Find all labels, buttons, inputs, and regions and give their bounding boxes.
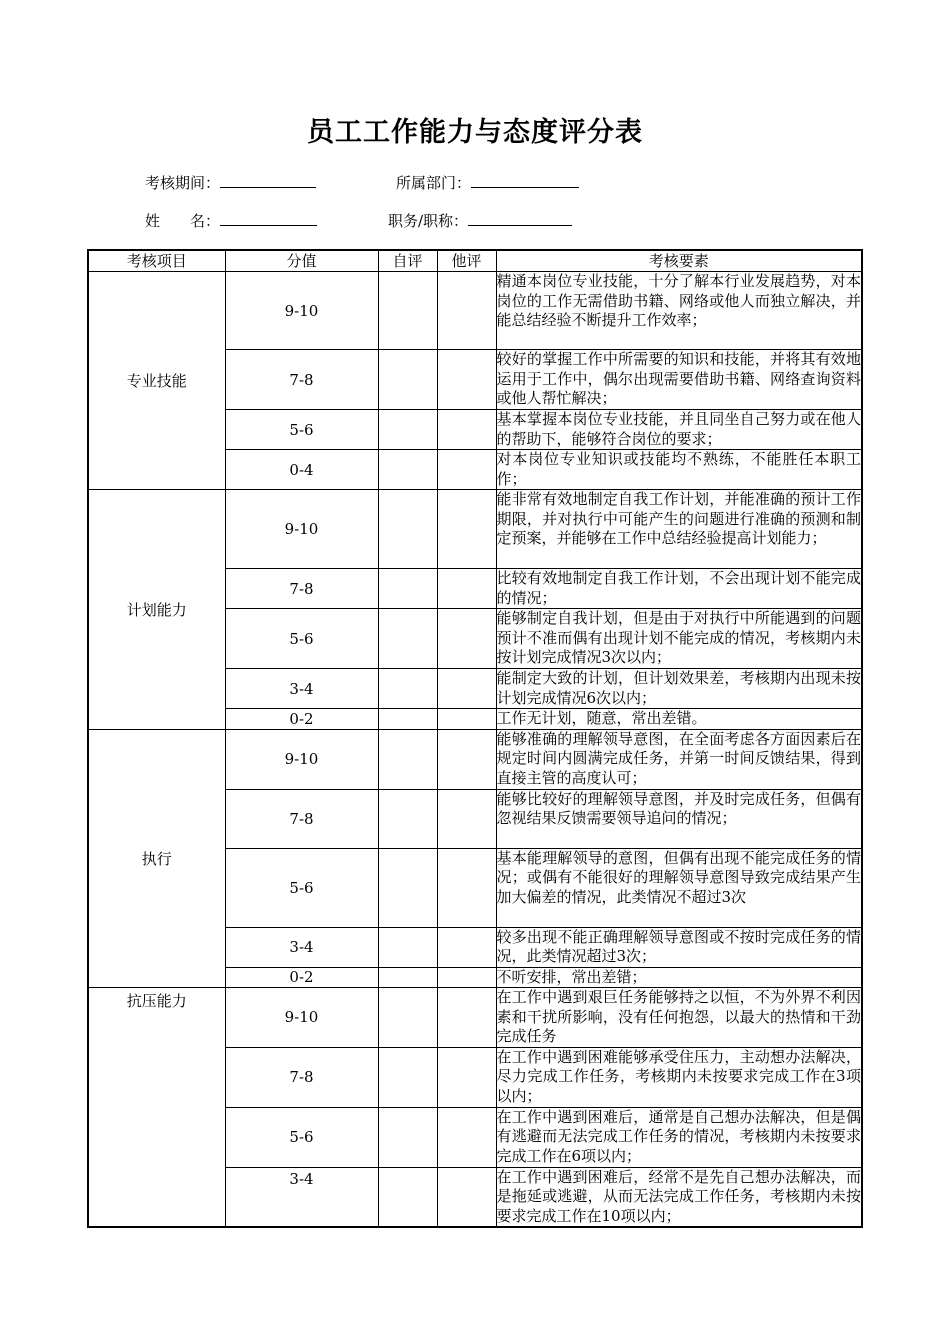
peer-eval-cell[interactable] [437, 1047, 496, 1107]
self-eval-cell[interactable] [378, 988, 437, 1048]
desc-cell: 在工作中遇到艰巨任务能够持之以恒，不为外界不利因素和干扰所影响，没有任何抱怨，以最大的热情和干劲完成任务 [496, 988, 861, 1045]
category-cell: 抗压能力 [88, 988, 225, 1228]
peer-eval-cell[interactable] [437, 848, 496, 927]
peer-eval-cell[interactable] [437, 729, 496, 789]
header-row [88, 250, 862, 272]
header-peer-eval: 他评 [437, 250, 496, 272]
self-eval-cell[interactable] [378, 669, 437, 709]
position-label: 职务/职称： [388, 212, 469, 230]
page-title: 员工工作能力与态度评分表 [307, 117, 643, 148]
department-blank[interactable] [471, 172, 579, 188]
self-eval-cell[interactable] [378, 490, 437, 569]
category-cell: 执行 [88, 729, 225, 988]
self-eval-cell[interactable] [378, 709, 437, 730]
desc-cell: 能够准确的理解领导意图，在全面考虑各方面因素后在规定时间内圆满完成任务，并第一时间反馈结果，得到直接主管的高度认可； [496, 729, 862, 789]
self-eval-cell[interactable] [378, 1107, 437, 1167]
desc-cell: 精通本岗位专业技能，十分了解本行业发展趋势，对本岗位的工作无需借助书籍、网络或他人而独立解决，并能总结经验不断提升工作效率； [496, 272, 862, 350]
name-label: 姓 名： [145, 212, 221, 230]
desc-cell: 能非常有效地制定自我工作计划，并能准确的预计工作期限，并对执行中可能产生的问题进行准确的预测和制定预案，并能够在工作中总结经验提高计划能力； [496, 490, 862, 569]
header-score: 分值 [225, 250, 378, 272]
self-eval-cell[interactable] [378, 789, 437, 848]
desc-cell: 不听安排，常出差错； [496, 967, 862, 988]
name-blank[interactable] [220, 210, 317, 226]
peer-eval-cell[interactable] [437, 1107, 496, 1167]
peer-eval-cell[interactable] [437, 1167, 496, 1227]
score-cell: 9-10 [225, 988, 378, 1048]
score-cell: 0-4 [225, 450, 378, 490]
self-eval-cell[interactable] [378, 1047, 437, 1107]
peer-eval-cell[interactable] [437, 350, 496, 410]
department-label: 所属部门： [396, 174, 472, 192]
score-cell: 5-6 [225, 609, 378, 669]
desc-cell: 能制定大致的计划，但计划效果差，考核期内出现未按计划完成情况6次以内； [496, 669, 861, 707]
self-eval-cell[interactable] [378, 272, 437, 350]
score-cell: 7-8 [225, 569, 378, 609]
self-eval-cell[interactable] [378, 450, 437, 490]
desc-cell: 工作无计划，随意，常出差错。 [496, 709, 862, 730]
score-cell: 7-8 [225, 350, 378, 410]
self-eval-cell[interactable] [378, 927, 437, 967]
score-cell: 3-4 [225, 927, 378, 967]
desc-cell: 在工作中遇到困难能够承受住压力，主动想办法解决，尽力完成工作任务，考核期内未按要求完成工作在3项以内； [496, 1047, 862, 1107]
table-row [88, 729, 862, 789]
period-blank[interactable] [220, 172, 316, 188]
self-eval-cell[interactable] [378, 609, 437, 669]
self-eval-cell[interactable] [378, 350, 437, 410]
peer-eval-cell[interactable] [437, 450, 496, 490]
desc-cell: 能够制定自我计划，但是由于对执行中所能遇到的问题预计不准而偶有出现计划不能完成的情况，考核期内未按计划完成情况3次以内； [496, 609, 862, 669]
score-cell: 3-4 [225, 1167, 378, 1227]
peer-eval-cell[interactable] [437, 569, 496, 609]
score-cell: 7-8 [225, 1047, 378, 1107]
header-item: 考核项目 [88, 250, 225, 272]
score-cell: 0-2 [225, 967, 378, 988]
category-cell: 计划能力 [88, 490, 225, 730]
self-eval-cell[interactable] [378, 410, 437, 450]
header-self-eval: 自评 [378, 250, 437, 272]
self-eval-cell[interactable] [378, 967, 437, 988]
peer-eval-cell[interactable] [437, 709, 496, 730]
position-blank[interactable] [468, 210, 572, 226]
score-cell: 9-10 [225, 272, 378, 350]
name-field [145, 210, 317, 231]
desc-cell: 对本岗位专业知识或技能均不熟练，不能胜任本职工作； [496, 450, 861, 488]
desc-cell: 在工作中遇到困难后，经常不是先自己想办法解决，而是拖延或逃避，从而无法完成工作任务，考核期内未按要求完成工作在10项以内； [496, 1167, 862, 1227]
peer-eval-cell[interactable] [437, 272, 496, 350]
period-label: 考核期间： [145, 174, 221, 192]
peer-eval-cell[interactable] [437, 967, 496, 988]
desc-cell: 基本掌握本岗位专业技能，并且同坐自己努力或在他人的帮助下，能够符合岗位的要求； [496, 410, 861, 448]
self-eval-cell[interactable] [378, 729, 437, 789]
evaluation-table [87, 249, 863, 1228]
table-row [88, 490, 862, 569]
score-cell: 5-6 [225, 410, 378, 450]
score-cell: 0-2 [225, 709, 378, 730]
period-field [145, 172, 316, 193]
peer-eval-cell[interactable] [437, 410, 496, 450]
self-eval-cell[interactable] [378, 848, 437, 927]
table-row [88, 988, 862, 1048]
desc-cell: 在工作中遇到困难后，通常是自己想办法解决，但是偶有逃避而无法完成工作任务的情况，考核期内未按要求完成工作在6项以内； [496, 1107, 862, 1167]
score-cell: 5-6 [225, 848, 378, 927]
header-elements: 考核要素 [496, 250, 862, 272]
peer-eval-cell[interactable] [437, 927, 496, 967]
peer-eval-cell[interactable] [437, 789, 496, 848]
peer-eval-cell[interactable] [437, 490, 496, 569]
peer-eval-cell[interactable] [437, 669, 496, 709]
department-field [396, 172, 579, 193]
desc-cell: 基本能理解领导的意图，但偶有出现不能完成任务的情况；或偶有不能很好的理解领导意图导致完成结果产生加大偏差的情况，此类情况不超过3次 [496, 848, 862, 927]
desc-cell: 比较有效地制定自我工作计划，不会出现计划不能完成的情况； [496, 569, 861, 607]
position-field [388, 210, 572, 231]
score-cell: 9-10 [225, 490, 378, 569]
score-cell: 3-4 [225, 669, 378, 709]
desc-cell: 较好的掌握工作中所需要的知识和技能，并将其有效地运用于工作中，偶尔出现需要借助书籍、网络查询资料或他人帮忙解决； [496, 350, 862, 410]
desc-cell: 能够比较好的理解领导意图，并及时完成任务，但偶有忽视结果反馈需要领导追问的情况； [496, 789, 862, 848]
score-cell: 5-6 [225, 1107, 378, 1167]
peer-eval-cell[interactable] [437, 609, 496, 669]
category-cell: 专业技能 [88, 272, 225, 490]
table-row [88, 272, 862, 350]
self-eval-cell[interactable] [378, 1167, 437, 1227]
self-eval-cell[interactable] [378, 569, 437, 609]
desc-cell: 较多出现不能正确理解领导意图或不按时完成任务的情况，此类情况超过3次； [496, 927, 861, 965]
score-cell: 7-8 [225, 789, 378, 848]
peer-eval-cell[interactable] [437, 988, 496, 1048]
score-cell: 9-10 [225, 729, 378, 789]
